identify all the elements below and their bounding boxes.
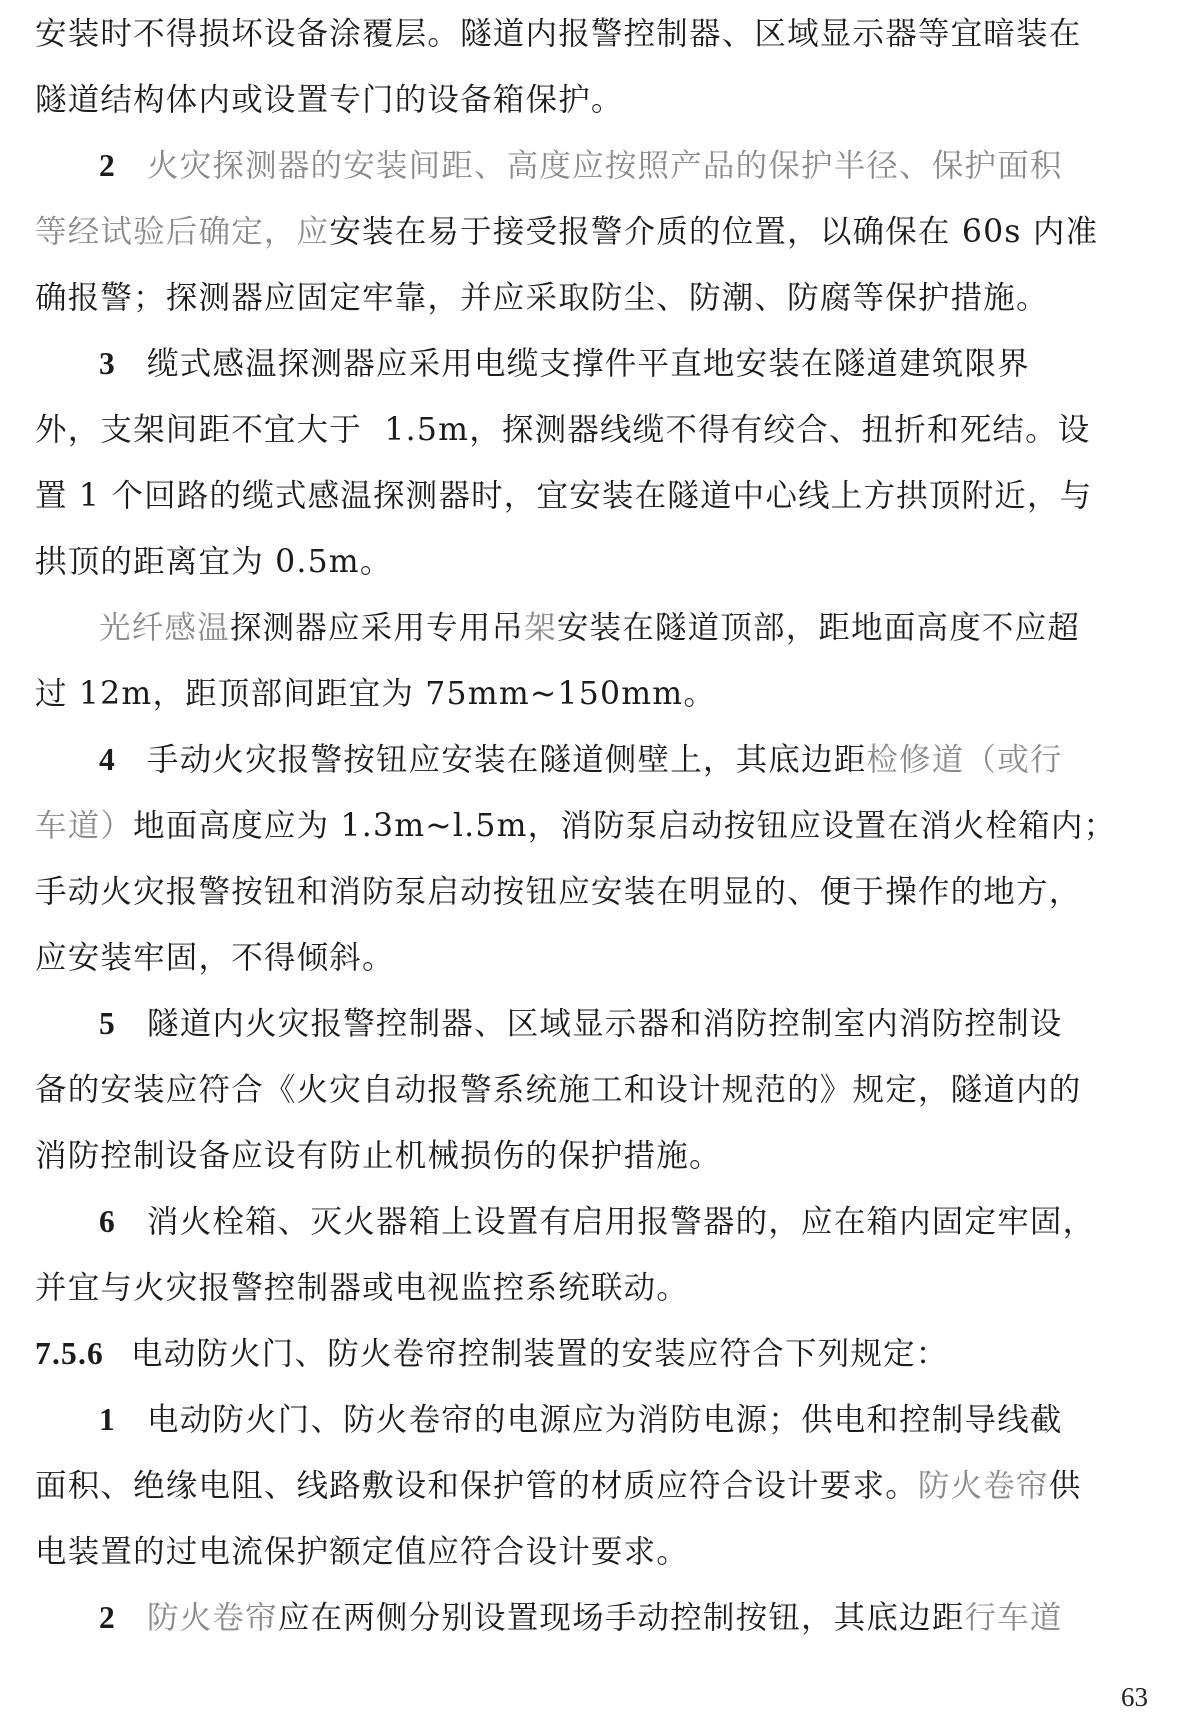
text-segment: 过 12m，距顶部间距宜为 75mm~150mm。 (35, 676, 717, 712)
text-segment: 地面高度应为 1.3m~l.5m，消防泵启动按钮应设置在消火栓箱内； (133, 808, 1117, 844)
item-number: 5 (99, 1006, 116, 1041)
text-line (35, 595, 1155, 661)
text-line (35, 1453, 1155, 1519)
text-line (35, 1057, 1155, 1123)
text-line (35, 1189, 1155, 1255)
text-segment: 隧道结构体内或设置专门的设备箱保护。 (35, 82, 624, 118)
text-segment: 行车道 (964, 1600, 1063, 1636)
text-segment: 架 (524, 610, 557, 646)
text-segment: 检修道（或行 (866, 742, 1063, 778)
text-line (35, 661, 1155, 727)
text-segment: 光纤感温 (99, 610, 230, 646)
text-line (35, 859, 1155, 925)
text-segment: 防火卷帘 (147, 1600, 278, 1636)
text-segment: 拱顶的距离宜为 0.5m。 (35, 544, 393, 580)
item-number: 4 (99, 742, 116, 777)
item-number: 6 (99, 1204, 116, 1239)
text-segment: 电装置的过电流保护额定值应符合设计要求。 (35, 1534, 690, 1570)
text-segment: 安装时不得损坏设备涂覆层。隧道内报警控制器、区域显示器等宜暗装在 (35, 16, 1082, 52)
text-segment: 备的安装应符合《火灾自动报警系统施工和设计规范的》规定，隧道内的 (35, 1072, 1082, 1108)
text-segment: 消防控制设备应设有防止机械损伤的保护措施。 (35, 1138, 722, 1174)
text-segment: 并宜与火灾报警控制器或电视监控系统联动。 (35, 1270, 690, 1306)
text-segment: 电动防火门、防火卷帘的电源应为消防电源；供电和控制导线截 (147, 1402, 1063, 1438)
item-number: 2 (99, 148, 116, 183)
text-segment: 车道） (35, 808, 134, 844)
text-segment: 面积、绝缘电阻、线路敷设和保护管的材质应符合设计要求。 (35, 1468, 918, 1504)
text-line (35, 463, 1155, 529)
text-segment: 手动火灾报警按钮和消防泵启动按钮应安装在明显的、便于操作的地方， (35, 874, 1082, 910)
text-segment: 外，支架间距不宜大于 1.5m，探测器线缆不得有绞合、扭折和死结。设 (35, 412, 1091, 448)
text-line (35, 991, 1155, 1057)
text-segment: 安装在隧道顶部，距地面高度不应超 (556, 610, 1081, 646)
text-line (35, 199, 1155, 265)
item-number: 2 (99, 1600, 116, 1635)
text-segment: 供 (1048, 1468, 1082, 1504)
text-segment: 防火卷帘 (917, 1468, 1049, 1504)
text-segment: 等经试验后确定，应 (35, 214, 330, 250)
text-segment: 火灾探测器的安装间距、高度应按照产品的保护半径、保护面积 (147, 148, 1063, 184)
item-number: 1 (99, 1402, 116, 1437)
text-segment: 探测器应采用专用吊 (229, 610, 525, 646)
text-line (35, 1387, 1155, 1453)
text-line (35, 1123, 1155, 1189)
text-line (35, 793, 1155, 859)
text-line (35, 1519, 1155, 1585)
text-segment: 确报警；探测器应固定牢靠，并应采取防尘、防潮、防腐等保护措施。 (35, 280, 1049, 316)
page-number: 63 (1121, 1682, 1148, 1712)
text-segment: 应安装牢固，不得倾斜。 (35, 940, 395, 976)
text-line (35, 133, 1155, 199)
text-line (35, 1255, 1155, 1321)
text-line (35, 1, 1155, 67)
text-segment: 消火栓箱、灭火器箱上设置有启用报警器的，应在箱内固定牢固， (147, 1204, 1096, 1240)
text-line (35, 1321, 1155, 1387)
text-segment: 安装在易于接受报警介质的位置，以确保在 60s 内准 (329, 214, 1099, 250)
text-line (35, 529, 1155, 595)
text-segment: 应在两侧分别设置现场手动控制按钮，其底边距 (277, 1600, 965, 1636)
item-number: 3 (99, 346, 116, 381)
text-line (35, 727, 1155, 793)
text-line (35, 397, 1155, 463)
text-segment: 电动防火门、防火卷帘控制装置的安装应符合下列规定： (131, 1336, 949, 1372)
section-number: 7.5.6 (35, 1336, 104, 1371)
text-line (35, 265, 1155, 331)
text-line (35, 331, 1155, 397)
text-segment: 缆式感温探测器应采用电缆支撑件平直地安装在隧道建筑限界 (147, 346, 1030, 382)
text-line (35, 67, 1155, 133)
text-line (35, 1585, 1155, 1651)
text-segment: 置 1 个回路的缆式感温探测器时，宜安装在隧道中心线上方拱顶附近，与 (35, 478, 1093, 514)
text-line (35, 925, 1155, 991)
text-segment: 隧道内火灾报警控制器、区域显示器和消防控制室内消防控制设 (147, 1006, 1063, 1042)
text-segment: 手动火灾报警按钮应安装在隧道侧壁上，其底边距 (147, 742, 867, 778)
